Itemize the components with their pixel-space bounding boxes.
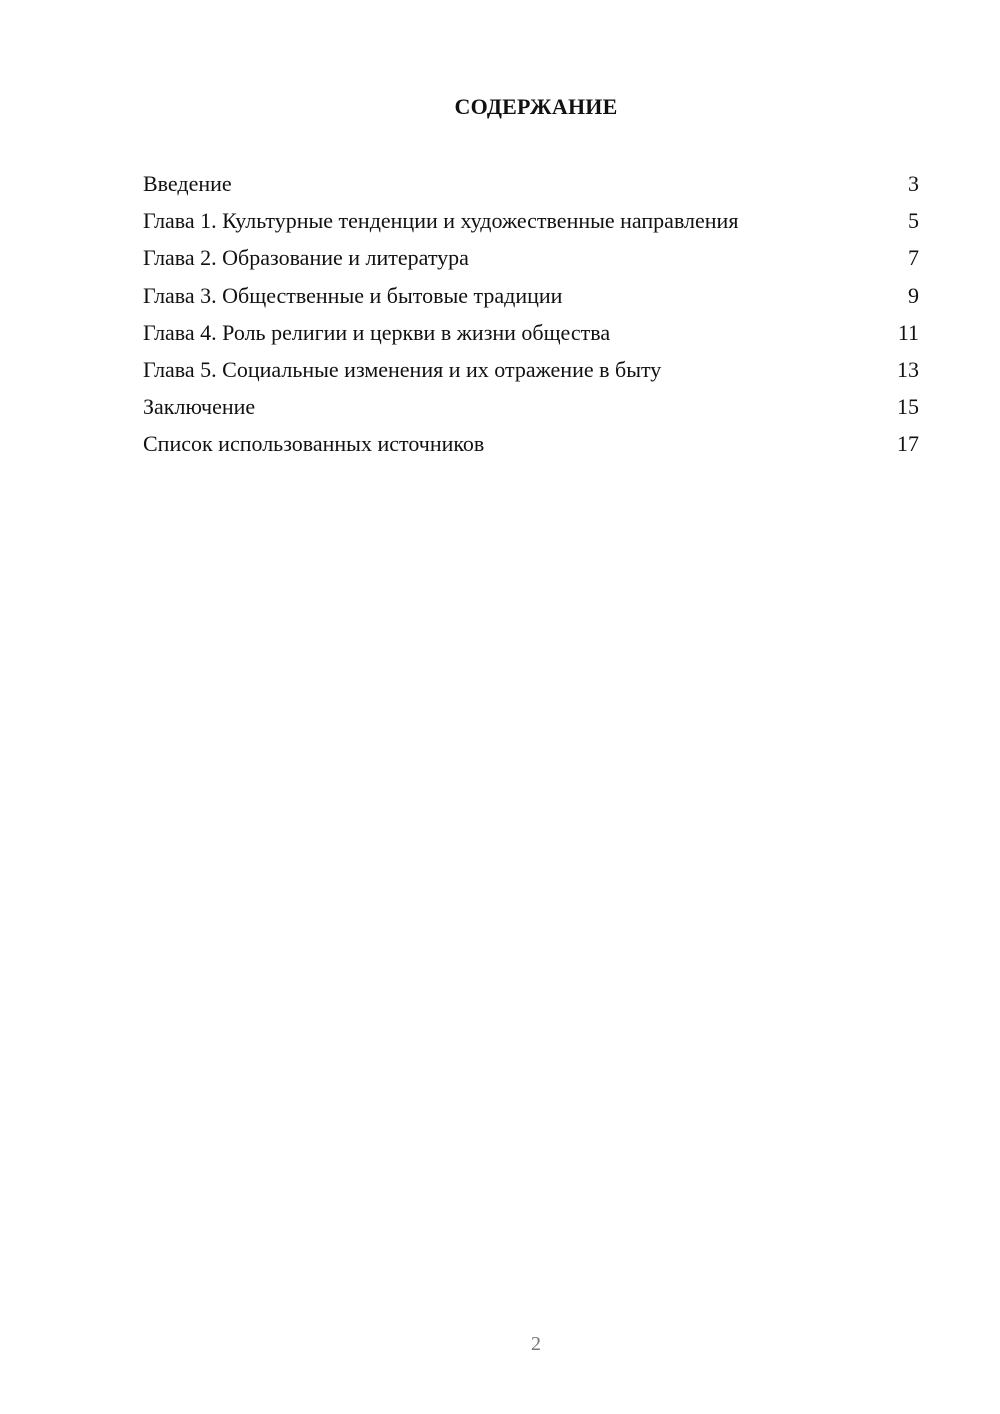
toc-entry-chapter-2[interactable]: [143, 242, 919, 279]
toc-entry-title: Введение: [143, 171, 232, 196]
toc-entry-title: Глава 3. Общественные и бытовые традиции: [143, 282, 563, 308]
toc-entry-page-number: 13: [897, 356, 919, 382]
toc-entry-references[interactable]: [143, 428, 919, 465]
toc-entry-page-number: 17: [897, 431, 919, 457]
toc-entry-introduction[interactable]: [143, 168, 919, 205]
toc-entry-page-number: 5: [908, 208, 919, 234]
toc-entry-title: Список использованных источников: [143, 431, 485, 457]
toc-entry-title: Глава 2. Образование и литература: [143, 245, 469, 271]
toc-entry-page-number: 15: [897, 394, 919, 420]
toc-entry-title: Заключение: [143, 394, 256, 420]
table-of-contents: [143, 168, 919, 466]
toc-entry-chapter-3[interactable]: [143, 280, 919, 317]
toc-entry-title: Глава 5. Социальные изменения и их отражение в быту: [143, 356, 662, 382]
toc-entry-chapter-5[interactable]: [143, 354, 919, 391]
page-number: 2: [531, 1333, 541, 1355]
toc-entry-chapter-1[interactable]: [143, 205, 919, 242]
page-title: СОДЕРЖАНИЕ: [454, 94, 618, 119]
toc-entry-page-number: 7: [908, 245, 919, 271]
toc-entry-page-number: 11: [897, 319, 919, 345]
toc-entry-page-number: 9: [908, 282, 919, 308]
toc-entry-page-number: 3: [908, 171, 919, 196]
toc-entry-title: Глава 1. Культурные тенденции и художественные направления: [143, 208, 739, 234]
toc-entry-chapter-4[interactable]: [143, 317, 919, 354]
toc-entry-title: Глава 4. Роль религии и церкви в жизни общества: [143, 319, 611, 345]
toc-entry-conclusion[interactable]: [143, 391, 919, 428]
